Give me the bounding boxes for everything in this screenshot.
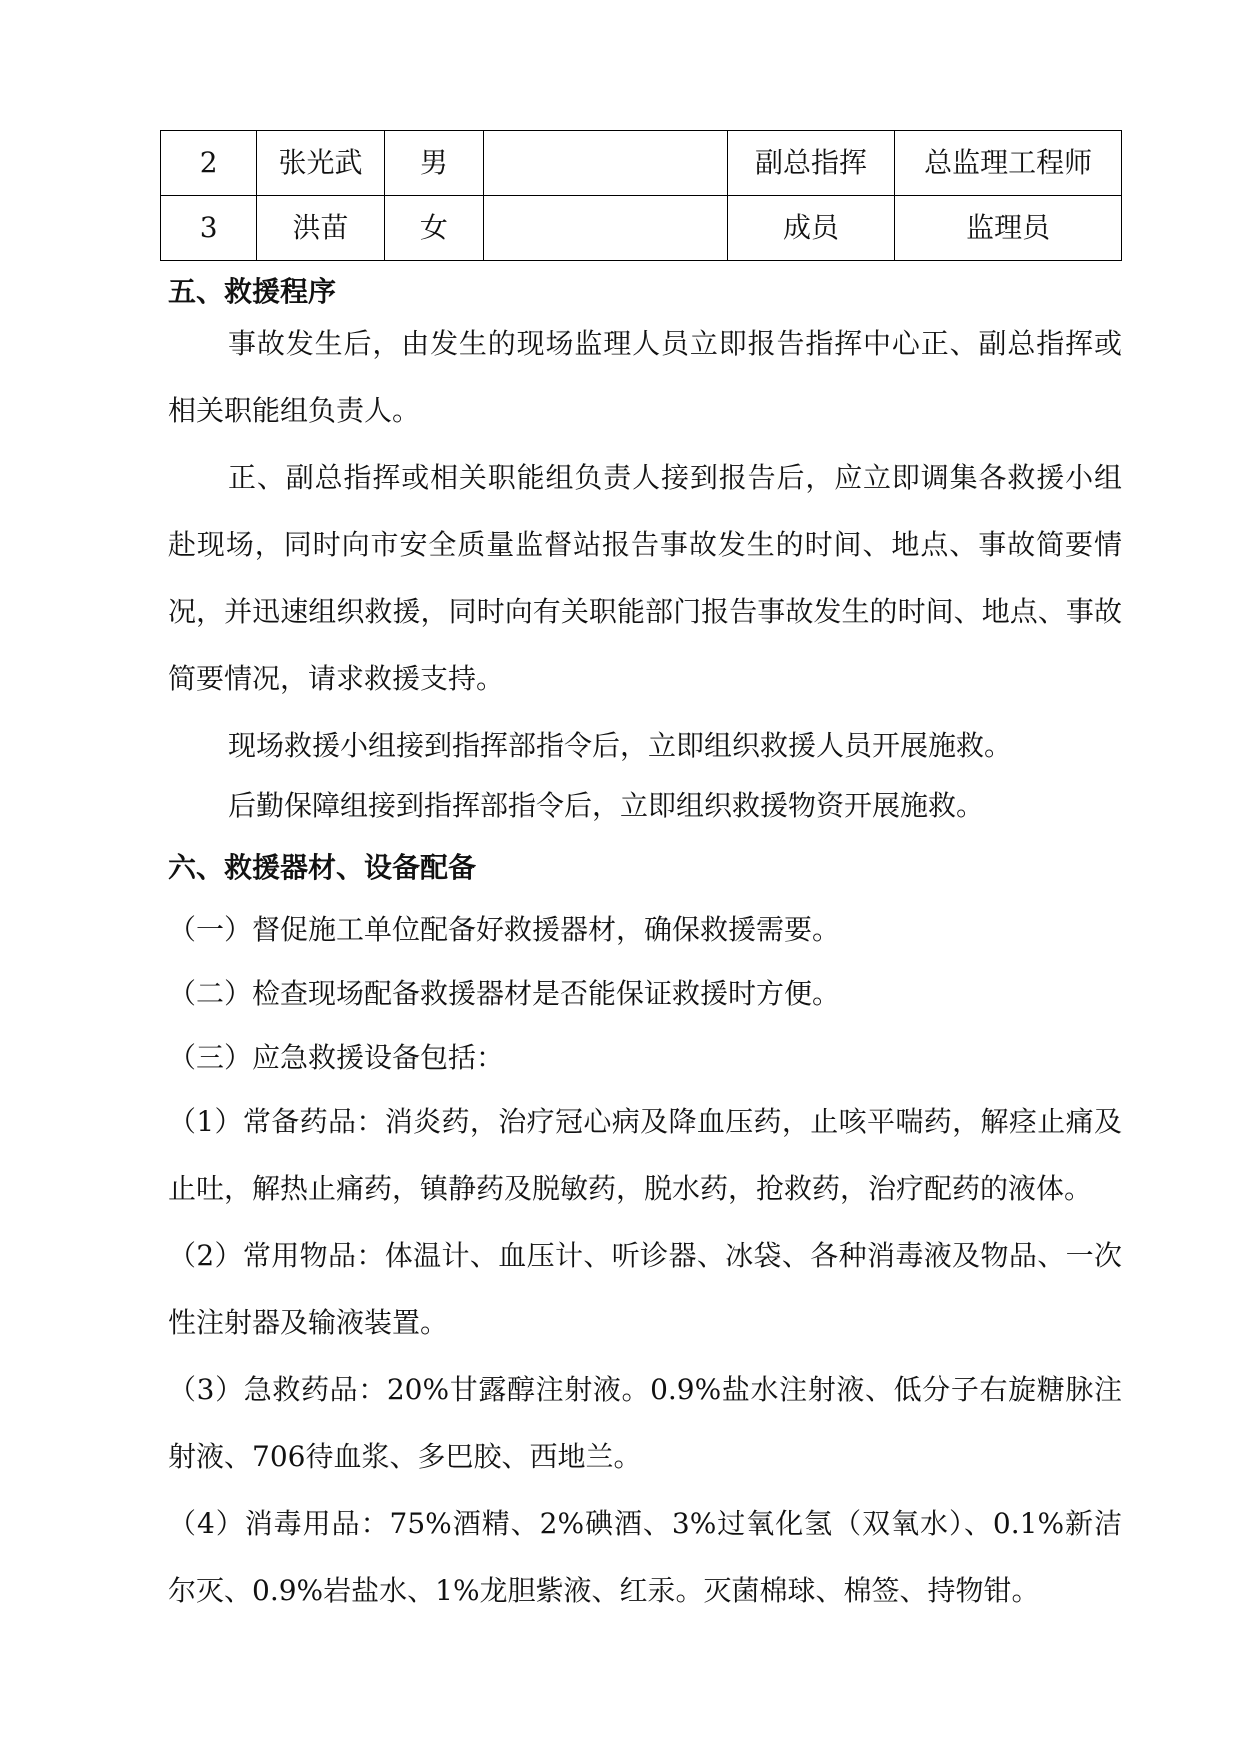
cell-sex: 男: [384, 131, 483, 196]
list-item: （1）常备药品：消炎药，治疗冠心病及降血压药，止咳平喘药，解痉止痛及止吐，解热止痛药，镇静药及脱敏药，脱水药，抢救药，治疗配药的液体。: [168, 1105, 1122, 1205]
paragraph: 正、副总指挥或相关职能组负责人接到报告后，应立即调集各救援小组赴现场，同时向市安全质量监督站报告事故发生的时间、地点、事故简要情况，并迅速组织救援，同时向有关职能部门报告事故发生的时间、地点、事故简要情况，请求救援支持。: [168, 461, 1122, 695]
list-item: （3）急救药品：20%甘露醇注射液。0.9%盐水注射液、低分子右旋糖脉注射液、706待血浆、多巴胶、西地兰。: [168, 1373, 1122, 1473]
table-row: [161, 196, 1122, 261]
list-item: （4）消毒用品：75%酒精、2%碘酒、3%过氧化氢（双氧水）、0.1%新洁尔灭、0.9%岩盐水、1%龙胆紫液、红汞。灭菌棉球、棉签、持物钳。: [168, 1507, 1122, 1607]
paragraph: 现场救援小组接到指挥部指令后，立即组织救援人员开展施救。: [228, 729, 1013, 762]
cell-sex: 女: [384, 196, 483, 261]
table-row: [161, 131, 1122, 196]
list-item: （一）督促施工单位配备好救援器材，确保救援需要。: [168, 913, 841, 946]
cell-no: 2: [161, 131, 257, 196]
cell-tel: [483, 131, 727, 196]
cell-tel: [483, 196, 727, 261]
cell-name: 洪苗: [257, 196, 384, 261]
section-heading-equipment: 六、救援器材、设备配备: [168, 851, 477, 884]
list-item: （三）应急救援设备包括：: [168, 1041, 505, 1074]
staff-table: [160, 130, 1122, 261]
list-item: （二）检查现场配备救援器材是否能保证救援时方便。: [168, 977, 841, 1010]
cell-position: 监理员: [895, 196, 1122, 261]
cell-role: 成员: [727, 196, 895, 261]
cell-no: 3: [161, 196, 257, 261]
cell-name: 张光武: [257, 131, 384, 196]
cell-position: 总监理工程师: [895, 131, 1122, 196]
paragraph: 事故发生后，由发生的现场监理人员立即报告指挥中心正、副总指挥或相关职能组负责人。: [168, 327, 1122, 427]
list-item: （2）常用物品：体温计、血压计、听诊器、冰袋、各种消毒液及物品、一次性注射器及输液装置。: [168, 1239, 1122, 1339]
section-heading-rescue-procedure: 五、救援程序: [168, 275, 337, 308]
paragraph: 后勤保障组接到指挥部指令后，立即组织救援物资开展施救。: [228, 789, 985, 822]
cell-role: 副总指挥: [727, 131, 895, 196]
